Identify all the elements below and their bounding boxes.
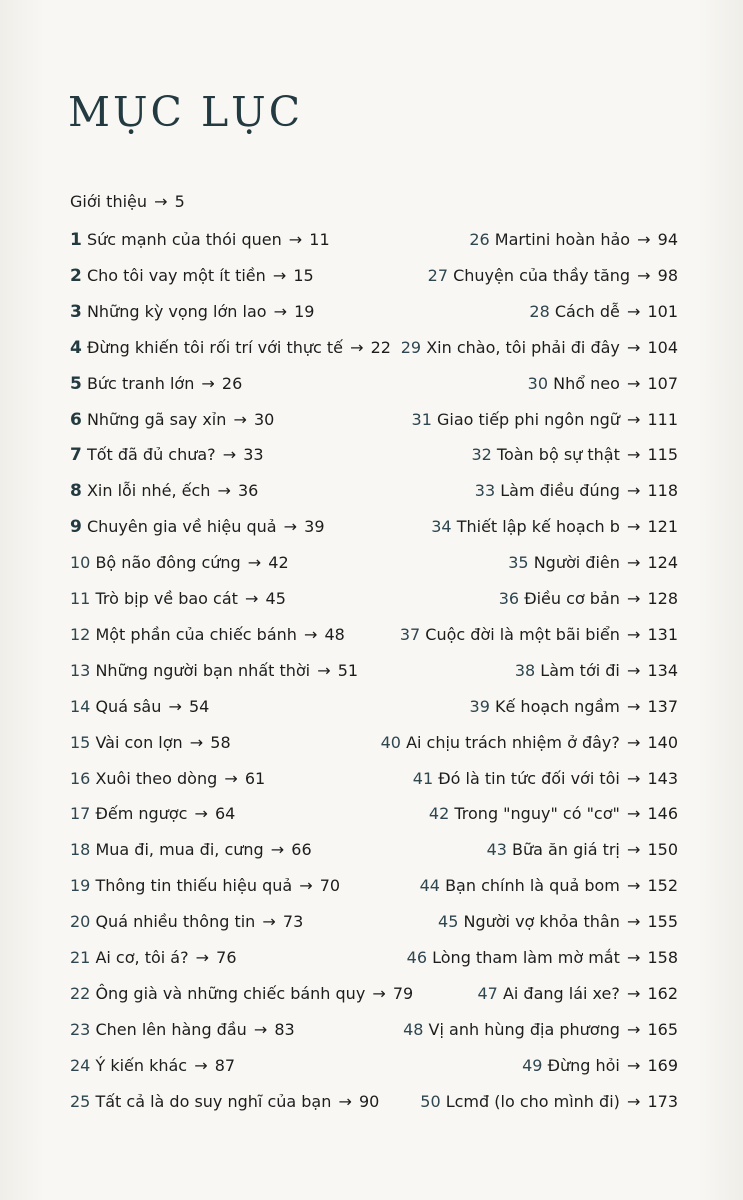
arrow-icon: → xyxy=(257,912,281,932)
toc-entry xyxy=(70,589,286,609)
chapter-title: Đừng hỏi xyxy=(547,1055,620,1075)
chapter-number: 23 xyxy=(70,1019,91,1039)
arrow-icon: → xyxy=(298,624,323,644)
chapter-title: Nhổ neo xyxy=(553,373,620,393)
chapter-page: 73 xyxy=(282,912,304,932)
arrow-icon: → xyxy=(621,589,646,608)
toc-entry xyxy=(70,876,340,896)
chapter-page: 107 xyxy=(647,373,678,393)
chapter-number: 1 xyxy=(70,230,82,250)
toc-entry xyxy=(381,733,678,753)
chapter-page: 150 xyxy=(647,840,678,860)
toc-entry xyxy=(70,804,235,824)
chapter-number: 6 xyxy=(70,409,82,430)
chapter-number: 18 xyxy=(70,840,91,860)
arrow-icon: → xyxy=(621,983,646,1003)
chapter-number: 47 xyxy=(477,983,498,1003)
chapter-page: 134 xyxy=(647,660,678,680)
toc-entry xyxy=(70,1092,379,1112)
chapter-number: 28 xyxy=(529,301,550,321)
arrow-icon: → xyxy=(632,230,656,249)
chapter-number: 5 xyxy=(70,373,82,394)
chapter-title: Sức mạnh của thói quen xyxy=(86,230,282,249)
chapter-number: 46 xyxy=(406,948,428,967)
chapter-number: 30 xyxy=(527,373,549,393)
toc-entry xyxy=(499,589,678,609)
chapter-number: 8 xyxy=(70,481,82,502)
chapter-page: 94 xyxy=(657,230,678,249)
arrow-icon: → xyxy=(621,948,646,967)
toc-entry xyxy=(70,266,314,286)
arrow-icon: → xyxy=(621,1055,646,1075)
toc-entry xyxy=(528,374,678,394)
arrow-icon: → xyxy=(283,230,308,249)
toc-entry xyxy=(70,374,242,394)
chapter-number: 50 xyxy=(420,1091,441,1111)
chapter-page: 22 xyxy=(370,337,391,357)
arrow-icon: → xyxy=(621,696,646,716)
chapter-number: 11 xyxy=(70,589,91,608)
chapter-title: Xuôi theo dòng xyxy=(95,768,218,788)
chapter-number: 9 xyxy=(70,517,82,538)
toc-entry xyxy=(70,769,265,789)
chapter-page: 137 xyxy=(647,696,678,716)
chapter-page: 26 xyxy=(221,373,243,393)
chapter-number: 7 xyxy=(70,445,82,466)
toc-entry xyxy=(70,984,413,1004)
arrow-icon: → xyxy=(189,1055,213,1075)
chapter-number: 24 xyxy=(70,1055,91,1075)
chapter-page: 162 xyxy=(647,983,678,1003)
chapter-page: 48 xyxy=(324,624,345,644)
chapter-number: 31 xyxy=(411,409,432,429)
chapter-title: Bộ não đông cứng xyxy=(95,553,241,573)
chapter-number: 32 xyxy=(471,445,492,465)
chapter-number: 27 xyxy=(427,265,448,285)
chapter-title: Tất cả là do suy nghĩ của bạn xyxy=(95,1091,332,1111)
chapter-page: 19 xyxy=(294,301,315,321)
chapter-page: 58 xyxy=(210,732,231,752)
chapter-title: Lòng tham làm mờ mắt xyxy=(432,948,620,967)
chapter-number: 36 xyxy=(498,589,520,608)
chapter-number: 20 xyxy=(70,912,91,932)
chapter-title: Trò bịp về bao cát xyxy=(95,589,238,608)
chapter-title: Những người bạn nhất thời xyxy=(95,660,311,680)
chapter-page: 128 xyxy=(647,589,678,608)
chapter-title: Vài con lợn xyxy=(95,732,183,752)
chapter-title: Điều cơ bản xyxy=(524,589,620,608)
chapter-page: 51 xyxy=(337,660,359,680)
chapter-title: Ông già và những chiếc bánh quy xyxy=(95,983,366,1003)
toc-entry xyxy=(522,1056,678,1076)
toc-entry xyxy=(403,1020,678,1040)
chapter-title: Chen lên hàng đầu xyxy=(95,1019,247,1039)
chapter-title: Martini hoàn hảo xyxy=(494,230,631,249)
chapter-page: 124 xyxy=(647,553,678,573)
chapter-title: Những kỳ vọng lớn lao xyxy=(86,301,267,321)
chapter-page: 42 xyxy=(268,553,289,573)
toc-entry xyxy=(70,517,325,537)
toc-entry xyxy=(70,912,303,932)
chapter-page: 66 xyxy=(291,840,312,860)
toc-entry-page: 5 xyxy=(174,192,185,211)
chapter-page: 33 xyxy=(243,445,264,465)
arrow-icon: → xyxy=(184,732,209,752)
arrow-icon: → xyxy=(154,192,168,211)
toc-entry xyxy=(70,948,237,968)
chapter-title: Quá sâu xyxy=(95,696,162,716)
chapter-title: Bạn chính là quả bom xyxy=(445,876,620,896)
toc-entry-title: Giới thiệu xyxy=(70,192,148,211)
chapter-number: 26 xyxy=(469,230,490,249)
toc-entry xyxy=(70,840,312,860)
chapter-number: 2 xyxy=(70,265,82,286)
chapter-title: Những gã say xỉn xyxy=(86,409,227,429)
arrow-icon: → xyxy=(621,1019,646,1039)
chapter-number: 38 xyxy=(514,660,536,680)
toc-entry xyxy=(529,302,678,322)
toc-entry xyxy=(471,445,678,465)
arrow-icon: → xyxy=(621,732,646,752)
arrow-icon: → xyxy=(248,1019,273,1039)
chapter-title: Quá nhiều thông tin xyxy=(95,912,256,932)
chapter-title: Lcmđ (lo cho mình đi) xyxy=(445,1091,620,1111)
toc-entry-intro xyxy=(70,192,185,211)
chapter-number: 25 xyxy=(70,1091,91,1111)
chapter-number: 4 xyxy=(70,337,82,358)
arrow-icon: → xyxy=(212,481,236,501)
chapter-title: Bức tranh lớn xyxy=(86,373,195,393)
arrow-icon: → xyxy=(345,337,369,357)
arrow-icon: → xyxy=(219,768,243,788)
chapter-page: 169 xyxy=(647,1055,678,1075)
chapter-title: Đừng khiến tôi rối trí với thực tế xyxy=(86,337,343,357)
toc-entry xyxy=(70,697,209,717)
chapter-number: 49 xyxy=(522,1055,543,1075)
chapter-page: 111 xyxy=(647,409,678,429)
chapter-number: 40 xyxy=(380,732,401,752)
chapter-page: 76 xyxy=(216,948,237,967)
arrow-icon: → xyxy=(621,840,646,860)
chapter-page: 61 xyxy=(244,768,266,788)
arrow-icon: → xyxy=(621,517,646,537)
toc-entry xyxy=(412,410,678,430)
chapter-number: 15 xyxy=(70,732,91,752)
chapter-page: 155 xyxy=(647,912,678,932)
chapter-page: 45 xyxy=(265,589,286,608)
arrow-icon: → xyxy=(621,337,646,357)
arrow-icon: → xyxy=(268,301,293,321)
chapter-page: 101 xyxy=(647,301,678,321)
chapter-page: 165 xyxy=(647,1019,678,1039)
chapter-title: Thông tin thiếu hiệu quả xyxy=(95,876,293,896)
arrow-icon: → xyxy=(217,445,242,465)
chapter-title: Cách dễ xyxy=(554,301,620,321)
chapter-page: 79 xyxy=(392,983,414,1003)
chapter-page: 121 xyxy=(647,517,678,537)
chapter-number: 19 xyxy=(70,876,91,896)
arrow-icon: → xyxy=(621,804,646,824)
chapter-title: Ai cơ, tôi á? xyxy=(95,948,189,967)
chapter-number: 14 xyxy=(70,696,91,716)
chapter-title: Người vợ khỏa thân xyxy=(463,912,620,932)
arrow-icon: → xyxy=(228,409,252,429)
chapter-page: 143 xyxy=(647,768,678,788)
toc-entry xyxy=(70,481,258,501)
chapter-title: Bữa ăn giá trị xyxy=(512,840,620,860)
toc-entry xyxy=(70,230,330,250)
arrow-icon: → xyxy=(190,948,215,967)
chapter-number: 29 xyxy=(400,337,422,357)
toc-entry xyxy=(431,517,678,537)
arrow-icon: → xyxy=(621,481,646,501)
toc-entry xyxy=(429,804,678,824)
chapter-number: 3 xyxy=(70,301,82,322)
chapter-title: Ai đang lái xe? xyxy=(502,983,620,1003)
chapter-title: Đó là tin tức đối với tôi xyxy=(438,768,620,788)
chapter-page: 98 xyxy=(657,265,678,285)
chapter-number: 43 xyxy=(486,840,507,860)
arrow-icon: → xyxy=(621,660,646,680)
chapter-number: 48 xyxy=(403,1019,424,1039)
toc-entry xyxy=(470,697,678,717)
arrow-icon: → xyxy=(621,301,646,321)
arrow-icon: → xyxy=(163,696,187,716)
chapter-number: 39 xyxy=(469,696,490,716)
chapter-page: 104 xyxy=(647,337,678,357)
toc-entry xyxy=(469,230,678,250)
chapter-number: 17 xyxy=(70,804,91,824)
arrow-icon: → xyxy=(239,589,264,608)
chapter-number: 21 xyxy=(70,948,91,967)
chapter-number: 35 xyxy=(508,553,529,573)
chapter-title: Vị anh hùng địa phương xyxy=(428,1019,620,1039)
chapter-number: 42 xyxy=(428,804,450,824)
chapter-page: 118 xyxy=(647,481,678,501)
toc-entry xyxy=(407,948,678,968)
chapter-page: 54 xyxy=(188,696,210,716)
arrow-icon: → xyxy=(267,265,292,285)
toc-entry xyxy=(420,1092,678,1112)
chapter-page: 30 xyxy=(253,409,275,429)
toc-entry xyxy=(478,984,679,1004)
chapter-page: 173 xyxy=(647,1091,678,1111)
toc-entry xyxy=(70,553,289,573)
toc-entry xyxy=(70,625,345,645)
chapter-page: 131 xyxy=(647,624,678,644)
arrow-icon: → xyxy=(196,373,220,393)
chapter-title: Toàn bộ sự thật xyxy=(496,445,620,465)
page-title: MỤC LỤC xyxy=(68,88,304,136)
arrow-icon: → xyxy=(312,660,336,680)
chapter-number: 13 xyxy=(70,660,91,680)
chapter-number: 12 xyxy=(70,624,91,644)
chapter-page: 39 xyxy=(304,517,325,537)
arrow-icon: → xyxy=(294,876,318,896)
chapter-number: 10 xyxy=(70,553,91,573)
chapter-page: 146 xyxy=(647,804,678,824)
arrow-icon: → xyxy=(632,265,656,285)
chapter-title: Xin lỗi nhé, ếch xyxy=(86,481,211,501)
chapter-page: 158 xyxy=(647,948,678,967)
toc-entry xyxy=(487,840,678,860)
chapter-title: Ý kiến khác xyxy=(95,1055,188,1075)
toc-entry xyxy=(475,481,678,501)
arrow-icon: → xyxy=(621,768,646,788)
chapter-page: 90 xyxy=(358,1091,380,1111)
chapter-number: 34 xyxy=(431,517,452,537)
chapter-title: Người điên xyxy=(533,553,620,573)
chapter-title: Chuyên gia về hiệu quả xyxy=(86,517,277,537)
chapter-page: 140 xyxy=(647,732,678,752)
arrow-icon: → xyxy=(621,1091,646,1111)
toc-entry xyxy=(70,1020,295,1040)
arrow-icon: → xyxy=(189,804,213,824)
toc-entry xyxy=(401,338,678,358)
toc-entry xyxy=(70,1056,235,1076)
chapter-number: 44 xyxy=(419,876,440,896)
toc-entry xyxy=(413,769,678,789)
chapter-number: 16 xyxy=(70,768,91,788)
arrow-icon: → xyxy=(265,840,290,860)
chapter-number: 45 xyxy=(438,912,459,932)
chapter-title: Ai chịu trách nhiệm ở đây? xyxy=(406,732,620,752)
chapter-title: Làm điều đúng xyxy=(500,481,620,501)
chapter-number: 22 xyxy=(70,983,91,1003)
chapter-page: 36 xyxy=(238,481,259,501)
chapter-page: 70 xyxy=(319,876,341,896)
toc-entry xyxy=(70,445,264,465)
chapter-title: Xin chào, tôi phải đi đây xyxy=(426,337,620,357)
arrow-icon: → xyxy=(242,553,267,573)
toc-entry xyxy=(400,625,678,645)
arrow-icon: → xyxy=(621,445,646,465)
arrow-icon: → xyxy=(621,624,646,644)
chapter-page: 83 xyxy=(274,1019,295,1039)
toc-entry xyxy=(438,912,678,932)
chapter-page: 15 xyxy=(293,265,314,285)
toc-entry xyxy=(70,661,358,681)
chapter-title: Cho tôi vay một ít tiền xyxy=(86,265,266,285)
chapter-title: Kế hoạch ngầm xyxy=(495,696,620,716)
toc-entry xyxy=(508,553,678,573)
chapter-title: Thiết lập kế hoạch b xyxy=(456,517,620,537)
arrow-icon: → xyxy=(278,517,303,537)
chapter-page: 64 xyxy=(214,804,236,824)
chapter-title: Mua đi, mua đi, cưng xyxy=(95,840,264,860)
arrow-icon: → xyxy=(621,373,646,393)
arrow-icon: → xyxy=(367,983,391,1003)
toc-entry xyxy=(70,338,391,358)
chapter-number: 37 xyxy=(399,624,421,644)
chapter-number: 33 xyxy=(474,481,496,501)
chapter-title: Tốt đã đủ chưa? xyxy=(86,445,216,465)
chapter-title: Đếm ngược xyxy=(95,804,188,824)
toc-entry xyxy=(70,733,231,753)
arrow-icon: → xyxy=(333,1091,357,1111)
toc-entry xyxy=(428,266,678,286)
toc-entry xyxy=(515,661,678,681)
toc-entry xyxy=(70,302,314,322)
chapter-title: Cuộc đời là một bãi biển xyxy=(425,624,620,644)
arrow-icon: → xyxy=(621,409,646,429)
arrow-icon: → xyxy=(621,553,646,573)
chapter-page: 87 xyxy=(214,1055,236,1075)
arrow-icon: → xyxy=(621,876,646,896)
chapter-page: 11 xyxy=(309,230,330,249)
chapter-title: Giao tiếp phi ngôn ngữ xyxy=(436,409,620,429)
chapter-title: Một phần của chiếc bánh xyxy=(95,624,297,644)
chapter-title: Chuyện của thầy tăng xyxy=(453,265,631,285)
chapter-title: Làm tới đi xyxy=(540,660,620,680)
arrow-icon: → xyxy=(621,912,646,932)
chapter-title: Trong "nguy" có "cơ" xyxy=(454,804,620,824)
chapter-number: 41 xyxy=(412,768,434,788)
toc-entry xyxy=(70,410,274,430)
toc-entry xyxy=(420,876,678,896)
chapter-page: 152 xyxy=(647,876,678,896)
chapter-page: 115 xyxy=(647,445,678,465)
